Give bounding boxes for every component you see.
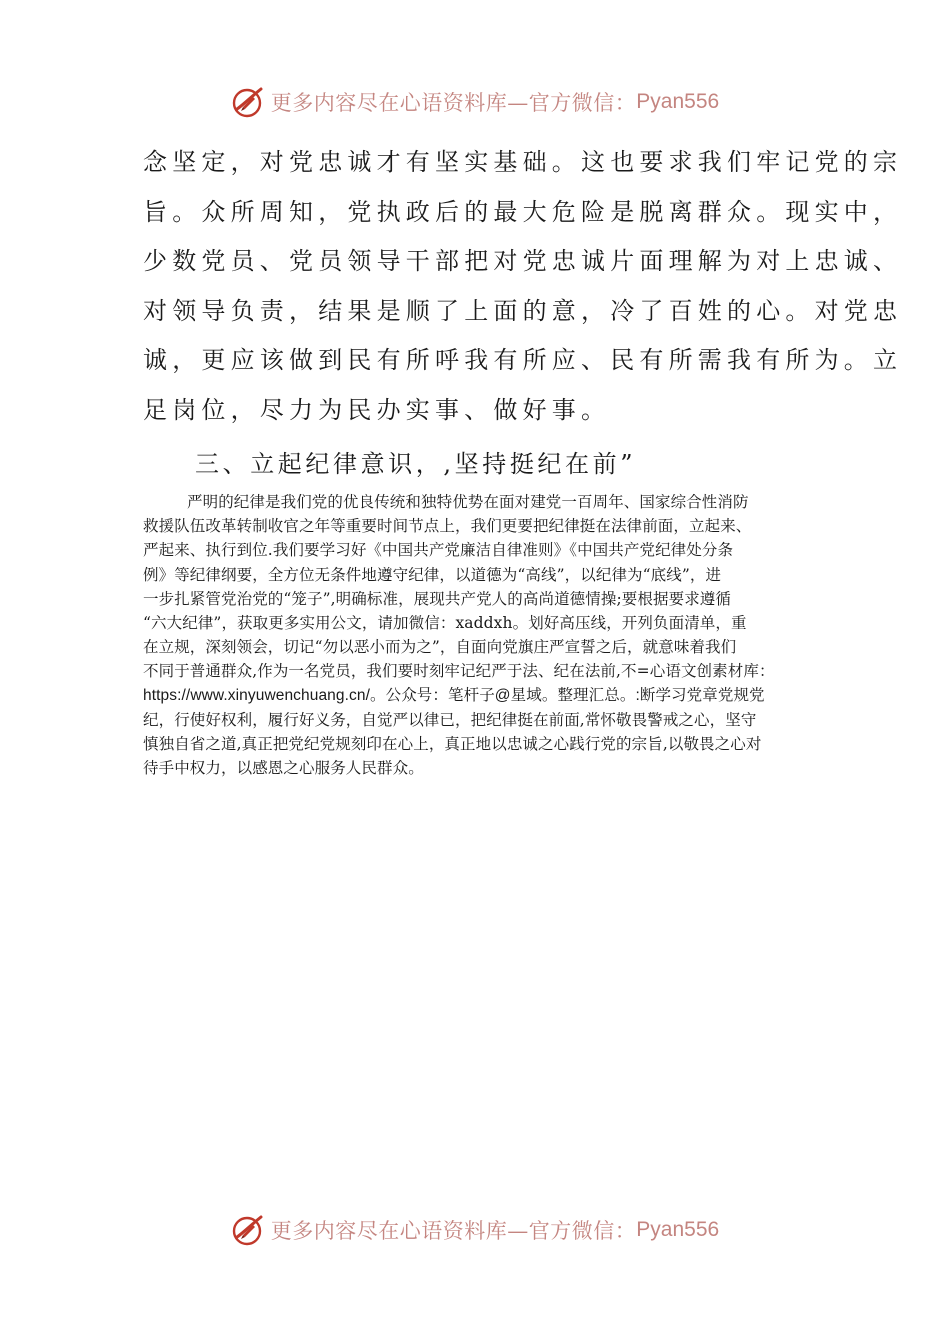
body-small-line: “六大纪律”，获取更多实用公文，请加微信：xaddxh。划好高压线，开列负面清单，重 <box>143 613 747 632</box>
body-small-line: 救援队伍改革转制收官之年等重要时间节点上，我们更要把纪律挺在法律前面，立起来、 <box>143 517 752 536</box>
footer-banner-text: 更多内容尽在心语资料库—官方微信： <box>270 1219 637 1243</box>
footer-banner <box>0 1210 950 1250</box>
section-heading: 三、立起纪律意识，,坚持挺纪在前” <box>195 450 637 478</box>
body-large-line: 对领导负责，结果是顺了上面的意，冷了百姓的心。对党忠 <box>143 296 903 325</box>
body-small-line: 严起来、执行到位.我们要学习好《中国共产党廉洁自律准则》《中国共产党纪律处分条 <box>143 541 734 560</box>
body-small-line: 纪，行使好权利，履行好义务，自觉严以律已，把纪律挺在前面,常怀敬畏警戒之心，坚守 <box>143 710 757 729</box>
footer-wechat-id: Pyan556 <box>636 1218 720 1241</box>
body-small-line: 慎独自省之道,真正把党纪党规刻印在心上，真正地以忠诚之心践行党的宗旨,以敬畏之心对 <box>143 734 762 753</box>
header-banner <box>0 82 950 122</box>
body-large-line: 足岗位，尽力为民办实事、做好事。 <box>143 395 611 424</box>
header-banner-text: 更多内容尽在心语资料库—官方微信： <box>270 91 637 115</box>
body-small <box>143 490 813 780</box>
body-small-line: 待手中权力，以感恩之心服务人民群众。 <box>143 759 424 778</box>
header-wechat-id: Pyan556 <box>636 90 720 113</box>
body-large-line: 诚，更应该做到民有所呼我有所应、民有所需我有所为。立 <box>143 346 903 374</box>
pen-circle-logo-icon <box>231 1213 265 1247</box>
body-small-line: 在立规，深刻领会，切记“勿以恶小而为之”，自面向党旗庄严宣誓之后，就意味着我们 <box>143 638 737 657</box>
pen-circle-logo-icon <box>231 85 265 119</box>
body-small-line: 一步扎紧管党治党的“笼子”,明确标准，展现共产党人的高尚道德情操;要根据要求遵循 <box>143 589 731 608</box>
body-small-line-url: https://www.xinyuwenchuang.cn/。公众号：笔杆子@星域。整理汇总。:断学习党章党规党 <box>143 686 765 704</box>
body-large-line: 念坚定，对党忠诚才有坚实基础。这也要求我们牢记党的宗 <box>143 148 903 176</box>
body-large <box>143 138 903 435</box>
body-small-line: 严明的纪律是我们党的优良传统和独特优势在面对建党一百周年、国家综合性消防 <box>187 493 749 511</box>
body-small-line: 不同于普通群众,作为一名党员，我们要时刻牢记纪严于法、纪在法前,不=心语文创素材库： <box>143 662 775 681</box>
body-large-line: 少数党员、党员领导干部把对党忠诚片面理解为对上忠诚、 <box>143 247 903 275</box>
body-small-line: 例》等纪律纲要，全方位无条件地遵守纪律，以道德为“高线”，以纪律为“底线”，进 <box>143 565 722 584</box>
body-large-line: 旨。众所周知，党执政后的最大危险是脱离群众。现实中， <box>143 197 903 226</box>
